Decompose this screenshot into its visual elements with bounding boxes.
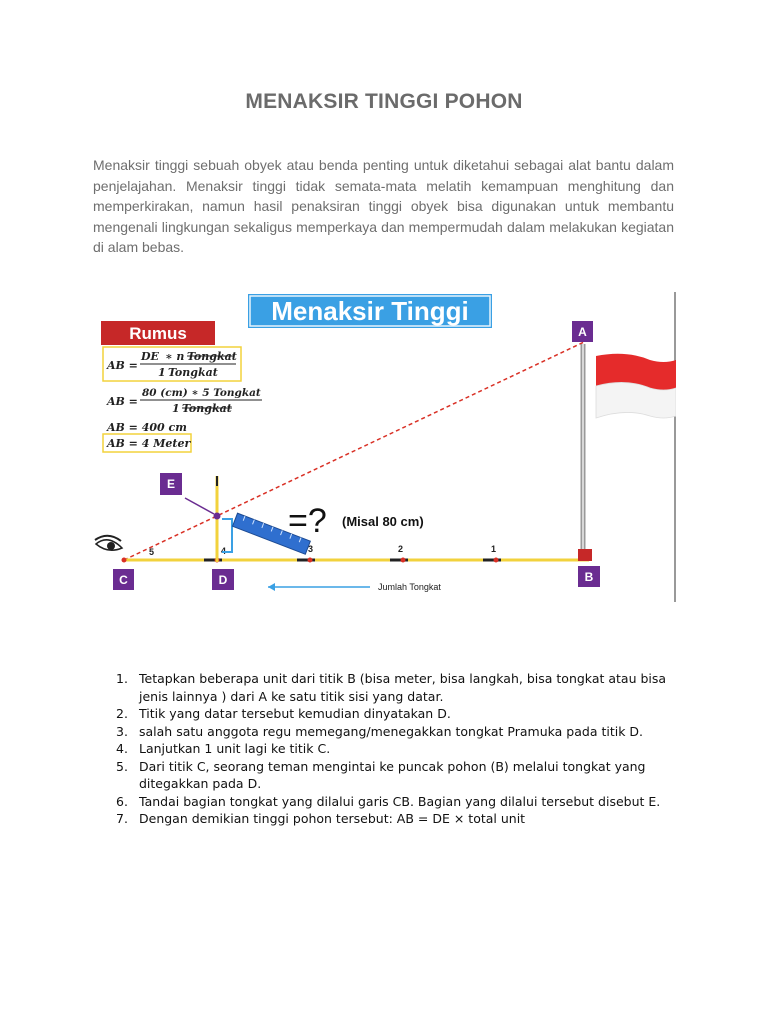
- step-text: Lanjutkan 1 unit lagi ke titik C.: [139, 741, 331, 756]
- tick-label-3: 3: [308, 544, 314, 554]
- tick-label-1: 1: [491, 544, 497, 554]
- step-item: [108, 740, 678, 758]
- label-c: C: [119, 573, 128, 587]
- formula2-den-a: 1: [172, 402, 180, 415]
- step-text: Tetapkan beberapa unit dari titik B (bisa meter, bisa langkah, bisa tongkat atau bisa jenis lainnya ) dari A ke satu titik sisi yang datar.: [139, 671, 667, 704]
- step-number: 6.: [116, 793, 128, 809]
- tick-label-5: 5: [149, 547, 155, 557]
- eye-icon: [95, 536, 122, 551]
- rumus-label: Rumus: [129, 324, 187, 343]
- diagram-figure: [94, 290, 676, 602]
- step-number: 1.: [116, 671, 128, 686]
- step-number: 2.: [116, 706, 128, 721]
- jumlah-arrowhead: [268, 583, 275, 591]
- tick-label-4: 4: [221, 546, 227, 556]
- formula1-num-c: Tongkat: [187, 350, 237, 363]
- point-b-marker: [578, 549, 592, 561]
- formula1-den-a: 1: [158, 366, 166, 379]
- formula4: AB = 4 Meter: [107, 437, 191, 450]
- formula3: AB = 400 cm: [107, 421, 187, 434]
- formula2-den-b: Tongkat: [182, 402, 232, 415]
- question-mark: =?: [288, 502, 327, 540]
- step-text: Tandai bagian tongkat yang dilalui garis CB. Bagian yang dilalui tersebut disebut E.: [139, 793, 661, 809]
- step-number: 3.: [116, 723, 128, 739]
- step-item: [108, 670, 678, 705]
- diagram-svg: [94, 290, 676, 602]
- formula2-lhs: AB =: [107, 395, 138, 408]
- formula1-num-b: ∗ n: [165, 350, 185, 363]
- label-b: B: [584, 570, 594, 584]
- step-text: salah satu anggota regu memegang/menegakkan tongkat Pramuka pada titik D.: [139, 723, 644, 739]
- step-item: [108, 705, 678, 723]
- step-text: Titik yang datar tersebut kemudian dinyatakan D.: [139, 706, 451, 721]
- label-a: A: [578, 325, 587, 339]
- step-number: 4.: [116, 741, 128, 756]
- tick-1-dot: [494, 558, 499, 563]
- formula1-num-a: DE: [141, 350, 159, 363]
- tick-label-2: 2: [398, 544, 404, 554]
- formula1-den-b: Tongkat: [168, 366, 218, 379]
- step-item: [108, 810, 678, 828]
- label-e: E: [166, 477, 176, 491]
- jumlah-text: Jumlah Tongkat: [378, 582, 441, 592]
- tick-3-dot: [308, 558, 313, 563]
- point-e-dot: [214, 513, 221, 520]
- tick-2-dot: [401, 558, 406, 563]
- page-title: MENAKSIR TINGGI POHON: [245, 90, 523, 113]
- step-text: Dengan demikian tinggi pohon tersebut: AB = DE × total unit: [139, 811, 526, 826]
- steps-list: [108, 670, 678, 828]
- intro-paragraph: Menaksir tinggi sebuah obyek atau benda penting untuk diketahui sebagai alat bantu dalam penjelajahan. Menaksir tinggi tidak semata-mata melatih kemampuan menghitung dan memperkirakan, namun hasil penaksiran tinggi obyek bisa digunakan untuk membantu mengenali lingkungan sekaligus memperkaya dan mempermudah dalam melakukan kegiatan di alam bebas.: [93, 157, 674, 255]
- step-text: Dari titik C, seorang teman mengintai ke puncak pohon (B) melalui tongkat yang ditegakkan pada D.: [139, 758, 646, 791]
- banner-text: Menaksir Tinggi: [271, 296, 469, 326]
- step-number: 5.: [116, 758, 128, 774]
- step-number: 7.: [116, 811, 128, 826]
- e-pointer: [185, 498, 214, 514]
- step-item: [108, 723, 678, 741]
- label-d: D: [218, 573, 228, 587]
- step-item: [108, 758, 678, 793]
- point-c-dot: [122, 558, 127, 563]
- formula2-num: 80 (cm) ∗ 5 Tongkat: [142, 387, 261, 399]
- step-item: [108, 793, 678, 811]
- formula1-lhs: AB =: [107, 359, 138, 372]
- flag-icon: [596, 354, 676, 418]
- misal-text: (Misal 80 cm): [342, 514, 424, 529]
